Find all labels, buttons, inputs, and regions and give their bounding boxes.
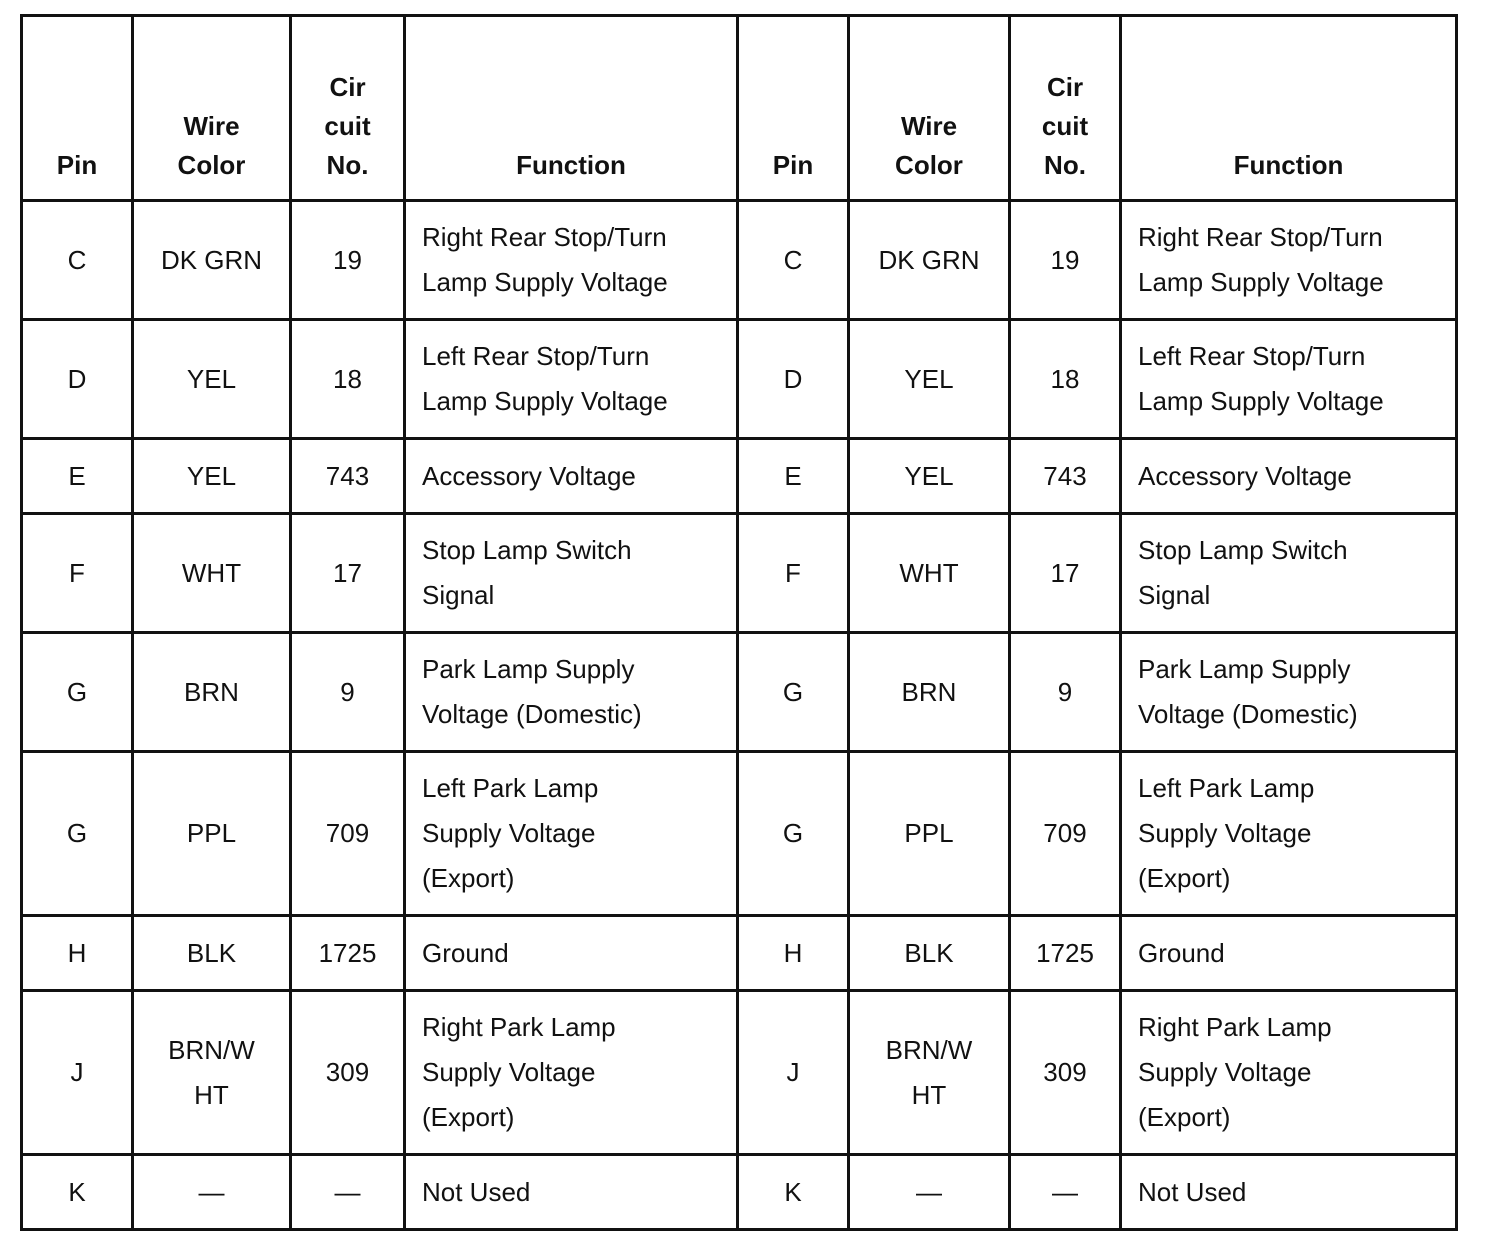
circuit-cell: 309 — [1010, 991, 1121, 1155]
wire-color-cell: DK GRN — [133, 201, 291, 320]
function-cell: Ground — [1121, 916, 1457, 991]
function-cell: Left Rear Stop/Turn Lamp Supply Voltage — [1121, 320, 1457, 439]
pin-cell: G — [738, 752, 849, 916]
table-row — [22, 439, 1457, 514]
pin-cell: E — [22, 439, 133, 514]
circuit-cell: 1725 — [291, 916, 405, 991]
circuit-cell: — — [1010, 1155, 1121, 1230]
circuit-cell: 1725 — [1010, 916, 1121, 991]
pin-cell: J — [738, 991, 849, 1155]
pin-cell: D — [738, 320, 849, 439]
function-cell: Left Rear Stop/Turn Lamp Supply Voltage — [405, 320, 738, 439]
table-row — [22, 916, 1457, 991]
function-cell: Right Rear Stop/Turn Lamp Supply Voltage — [405, 201, 738, 320]
pin-cell: H — [22, 916, 133, 991]
pin-cell: F — [22, 514, 133, 633]
pin-cell: F — [738, 514, 849, 633]
pin-cell: G — [22, 633, 133, 752]
table-row — [22, 514, 1457, 633]
header-wire-color: Wire Color — [849, 16, 1010, 201]
pin-cell: C — [22, 201, 133, 320]
function-cell: Accessory Voltage — [1121, 439, 1457, 514]
wire-color-cell: DK GRN — [849, 201, 1010, 320]
table-row — [22, 320, 1457, 439]
header-pin: Pin — [738, 16, 849, 201]
pin-cell: K — [738, 1155, 849, 1230]
wire-color-cell: BLK — [849, 916, 1010, 991]
table-row — [22, 201, 1457, 320]
function-cell: Ground — [405, 916, 738, 991]
function-cell: Left Park Lamp Supply Voltage (Export) — [405, 752, 738, 916]
pin-cell: J — [22, 991, 133, 1155]
circuit-cell: 709 — [291, 752, 405, 916]
function-cell: Not Used — [405, 1155, 738, 1230]
function-cell: Not Used — [1121, 1155, 1457, 1230]
header-row — [22, 16, 1457, 201]
header-wire-color: Wire Color — [133, 16, 291, 201]
pin-table — [20, 14, 1458, 1231]
table-row — [22, 633, 1457, 752]
table-row — [22, 752, 1457, 916]
function-cell: Park Lamp Supply Voltage (Domestic) — [1121, 633, 1457, 752]
wire-color-cell: PPL — [133, 752, 291, 916]
function-cell: Accessory Voltage — [405, 439, 738, 514]
wire-color-cell: BRN/W HT — [133, 991, 291, 1155]
circuit-cell: 743 — [291, 439, 405, 514]
wire-color-cell: BRN/W HT — [849, 991, 1010, 1155]
function-cell: Left Park Lamp Supply Voltage (Export) — [1121, 752, 1457, 916]
circuit-cell: 18 — [1010, 320, 1121, 439]
circuit-cell: 17 — [1010, 514, 1121, 633]
pin-cell: K — [22, 1155, 133, 1230]
pin-cell: G — [22, 752, 133, 916]
circuit-cell: 309 — [291, 991, 405, 1155]
circuit-cell: 9 — [291, 633, 405, 752]
header-function: Function — [1121, 16, 1457, 201]
table-row — [22, 991, 1457, 1155]
pin-cell: D — [22, 320, 133, 439]
wire-color-cell: BLK — [133, 916, 291, 991]
circuit-cell: 9 — [1010, 633, 1121, 752]
wire-color-cell: WHT — [849, 514, 1010, 633]
header-circuit-no: Cir cuit No. — [1010, 16, 1121, 201]
wire-color-cell: YEL — [133, 439, 291, 514]
pin-cell: G — [738, 633, 849, 752]
wire-color-cell: — — [849, 1155, 1010, 1230]
pin-cell: E — [738, 439, 849, 514]
header-function: Function — [405, 16, 738, 201]
function-cell: Right Rear Stop/Turn Lamp Supply Voltage — [1121, 201, 1457, 320]
function-cell: Right Park Lamp Supply Voltage (Export) — [405, 991, 738, 1155]
wire-color-cell: BRN — [849, 633, 1010, 752]
wire-color-cell: BRN — [133, 633, 291, 752]
function-cell: Stop Lamp Switch Signal — [1121, 514, 1457, 633]
wire-color-cell: WHT — [133, 514, 291, 633]
pin-cell: H — [738, 916, 849, 991]
function-cell: Stop Lamp Switch Signal — [405, 514, 738, 633]
wire-color-cell: — — [133, 1155, 291, 1230]
table-row — [22, 1155, 1457, 1230]
function-cell: Park Lamp Supply Voltage (Domestic) — [405, 633, 738, 752]
circuit-cell: 18 — [291, 320, 405, 439]
wire-color-cell: YEL — [133, 320, 291, 439]
circuit-cell: 743 — [1010, 439, 1121, 514]
header-pin: Pin — [22, 16, 133, 201]
circuit-cell: 19 — [291, 201, 405, 320]
wire-color-cell: YEL — [849, 439, 1010, 514]
circuit-cell: 17 — [291, 514, 405, 633]
circuit-cell: 709 — [1010, 752, 1121, 916]
circuit-cell: 19 — [1010, 201, 1121, 320]
wire-color-cell: PPL — [849, 752, 1010, 916]
pin-cell: C — [738, 201, 849, 320]
function-cell: Right Park Lamp Supply Voltage (Export) — [1121, 991, 1457, 1155]
header-circuit-no: Cir cuit No. — [291, 16, 405, 201]
wire-color-cell: YEL — [849, 320, 1010, 439]
circuit-cell: — — [291, 1155, 405, 1230]
